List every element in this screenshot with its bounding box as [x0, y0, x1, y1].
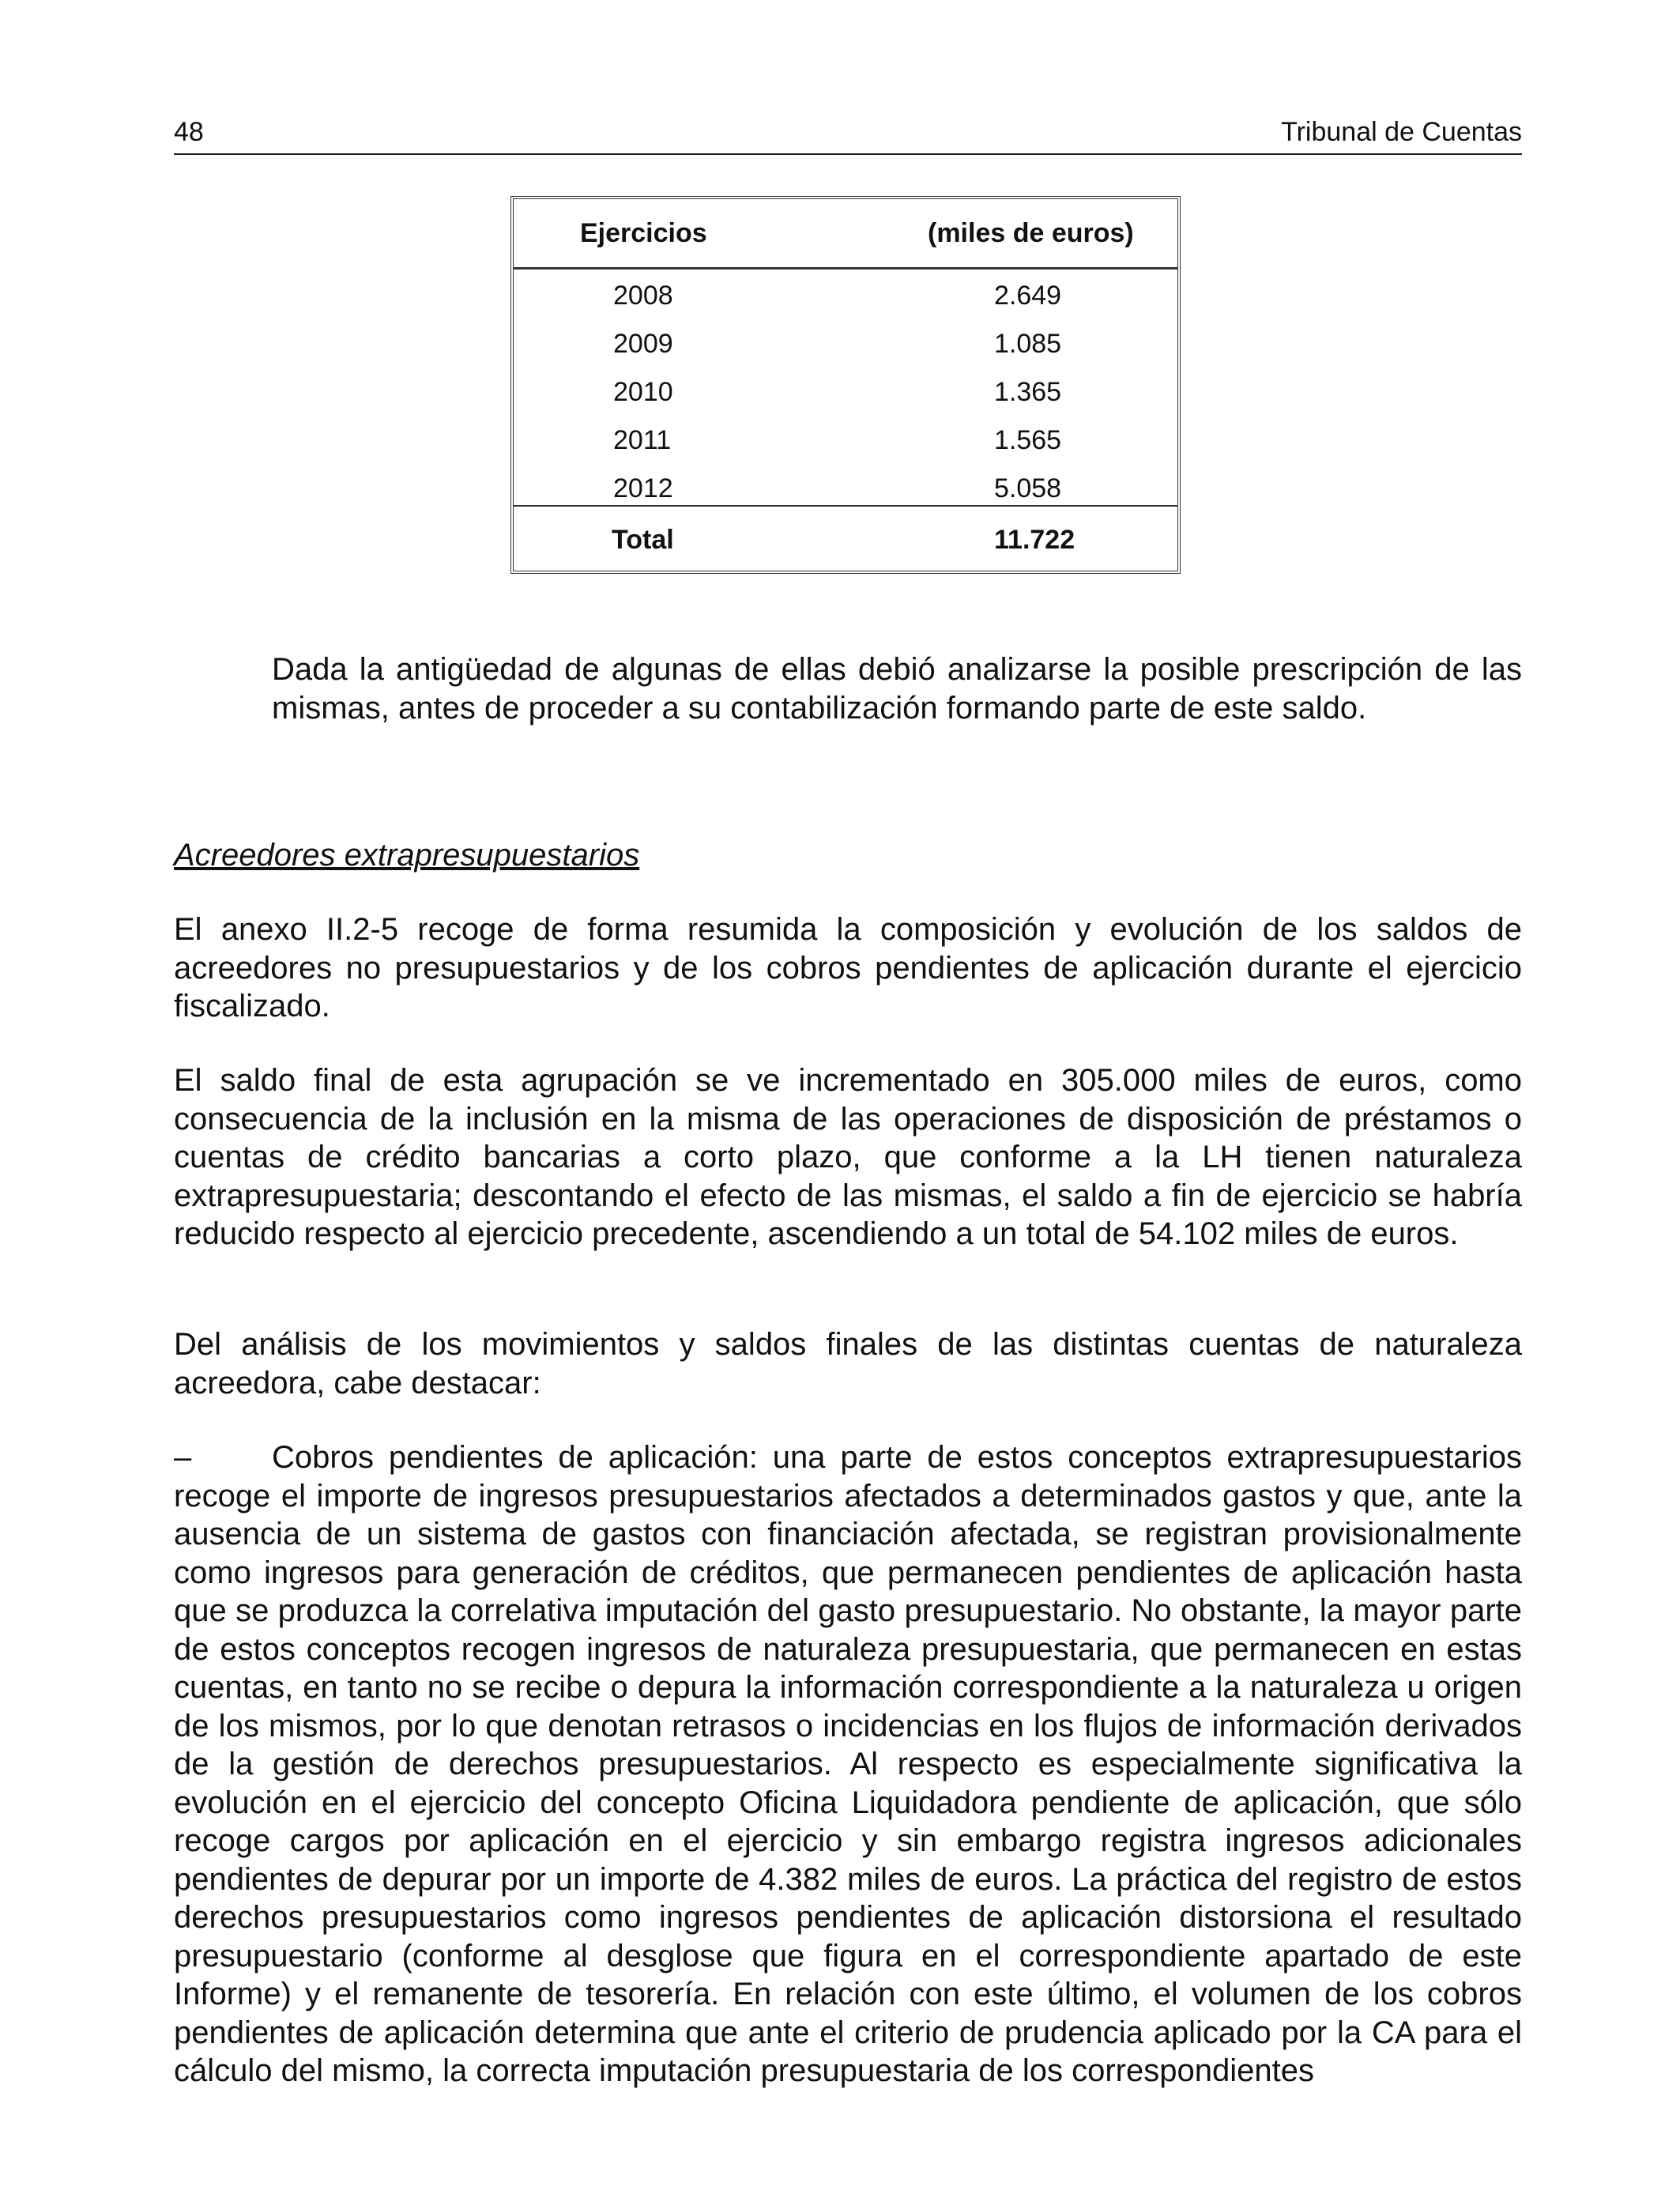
paragraph: Del análisis de los movimientos y saldos finales de las distintas cuentas de naturaleza acreedora, cabe destacar:	[174, 1327, 1522, 1400]
table-body	[514, 270, 1177, 507]
total-value: 11.722	[994, 525, 1075, 555]
bullet-paragraph	[174, 1438, 1522, 2090]
column-header-amount: (miles de euros)	[928, 218, 1134, 248]
row-amount: 2.649	[994, 281, 1062, 311]
row-year: 2012	[613, 473, 673, 503]
table-row	[514, 417, 1177, 466]
paragraph: El saldo final de esta agrupación se ve incrementado en 305.000 miles de euros, como consecuencia de la inclusión en la misma de las operaciones de disposición de préstamos o cuentas de crédito bancarias a corto plazo, que conforme a la LH tienen naturaleza extrapresupuestaria; descontando el efecto de las mismas, el saldo a fin de ejercicio se habría reducido respecto al ejercicio precedente, ascendiendo a un total de 54.102 miles de euros.	[174, 1063, 1522, 1251]
row-year: 2011	[613, 425, 672, 455]
table-row	[514, 273, 1177, 321]
table-row	[514, 369, 1177, 417]
amounts-by-year-table	[510, 196, 1181, 574]
row-year: 2009	[613, 329, 673, 359]
total-label: Total	[612, 525, 674, 555]
row-year: 2008	[613, 281, 673, 311]
page-number: 48	[174, 117, 204, 147]
section-heading: Acreedores extrapresupuestarios	[174, 838, 640, 873]
row-amount: 1.085	[994, 329, 1062, 359]
table-row	[514, 321, 1177, 369]
header-organization: Tribunal de Cuentas	[1281, 117, 1522, 147]
intro-paragraph: Dada la antigüedad de algunas de ellas debió analizarse la posible prescripción de las mismas, antes de proceder a su contabilización formando parte de este saldo.	[272, 652, 1522, 726]
row-amount: 5.058	[994, 473, 1062, 503]
row-amount: 1.565	[994, 425, 1062, 455]
row-amount: 1.365	[994, 377, 1062, 407]
table-row	[514, 466, 1177, 514]
page-header	[174, 117, 1522, 155]
paragraph: El anexo II.2-5 recoge de forma resumida la composición y evolución de los saldos de acreedores no presupuestarios y de los cobros pendientes de aplicación durante el ejercicio fiscalizado.	[174, 912, 1522, 1023]
bullet-text: Cobros pendientes de aplicación: una parte de estos conceptos extrapresupuestarios recoge el importe de ingresos presupuestarios afectados a determinados gastos y que, ante la ausencia de un sistema de gastos con financiación afectada, se registran provisionalmente como ingresos para generación de créditos, que permanecen pendientes de aplicación hasta que se produzca la correlativa imputación del gasto presupuestario. No obstante, la mayor parte de estos conceptos recogen ingresos de naturaleza presupuestaria, que permanecen en estas cuentas, en tanto no se recibe o depura la información correspondiente a la naturaleza u origen de los mismos, por lo que denotan retrasos o incidencias en los flujos de información derivados de la gestión de derechos presupuestarios. Al respecto es especialmente significativa la evolución en el ejercicio del concepto Oficina Liquidadora pendiente de aplicación, que sólo recoge cargos por aplicación en el ejercicio y sin embargo registra ingresos adicionales pendientes de depurar por un importe de 4.382 miles de euros. La práctica del registro de estos derechos presupuestarios como ingresos pendientes de aplicación distorsiona el resultado presupuestario (conforme al desglose que figura en el correspondiente apartado de este Informe) y el remanente de tesorería. En relación con este último, el volumen de los cobros pendientes de aplicación determina que ante el criterio de prudencia aplicado por la CA para el cálculo del mismo, la correcta imputación presupuestaria de los correspondientes	[174, 1440, 1522, 2088]
table-total-row	[514, 509, 1177, 571]
row-year: 2010	[613, 377, 673, 407]
bullet-dash: –	[174, 1440, 192, 1475]
column-header-year: Ejercicios	[580, 218, 707, 248]
table-header	[514, 199, 1177, 270]
